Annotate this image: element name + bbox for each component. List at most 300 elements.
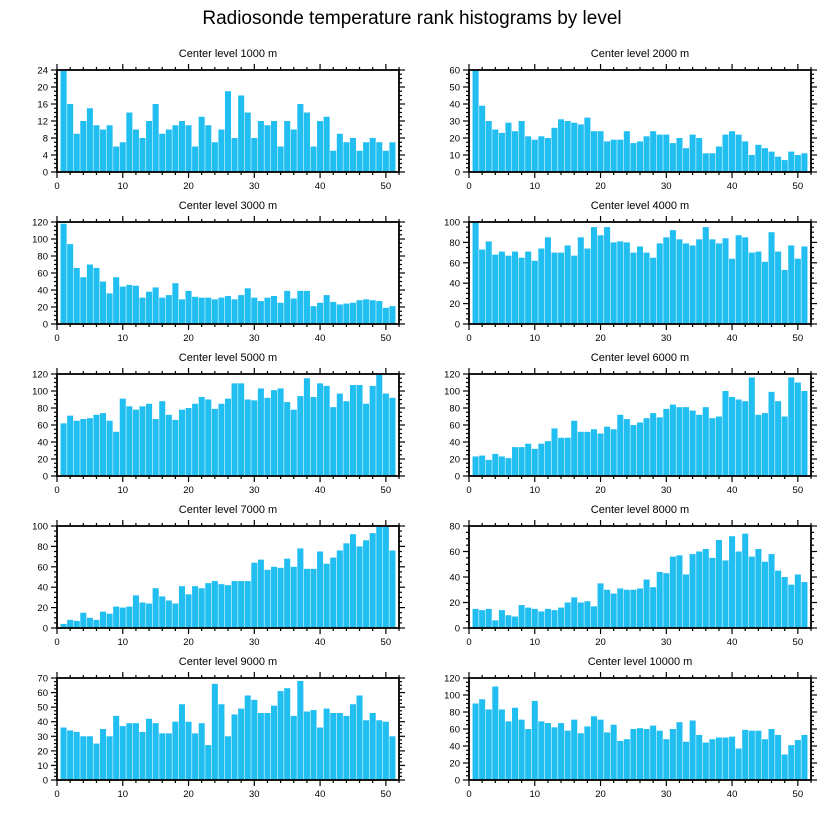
bar <box>578 603 584 629</box>
y-tick-label: 100 <box>444 386 460 398</box>
bar <box>696 239 702 324</box>
bar <box>703 153 709 172</box>
bar <box>258 388 264 476</box>
bar <box>225 585 231 628</box>
bar <box>499 252 505 324</box>
bar <box>67 730 73 780</box>
bar <box>363 540 369 628</box>
bar <box>317 552 323 629</box>
bar <box>709 739 715 780</box>
bar <box>624 131 630 172</box>
bar <box>383 527 389 628</box>
x-tick-label: 30 <box>661 485 672 496</box>
bar <box>389 736 395 780</box>
bar <box>343 401 349 476</box>
bar <box>788 745 794 780</box>
bar <box>788 585 794 628</box>
bar <box>113 277 119 324</box>
bar <box>357 695 363 780</box>
y-tick-label: 0 <box>454 319 460 331</box>
bar <box>736 749 742 780</box>
bar <box>657 135 663 172</box>
bar <box>532 609 538 628</box>
bar <box>637 728 643 780</box>
y-tick-label: 80 <box>449 707 460 719</box>
y-tick-label: 60 <box>449 724 460 736</box>
bar <box>93 415 99 476</box>
bar <box>310 569 316 628</box>
bar <box>492 255 498 324</box>
bar <box>670 557 676 628</box>
y-tick-label: 20 <box>37 603 48 615</box>
y-tick-label: 20 <box>37 454 48 466</box>
histogram-center-level-10000-m <box>412 652 824 804</box>
bar <box>630 590 636 628</box>
bar <box>795 259 801 324</box>
bar <box>749 731 755 780</box>
bar <box>218 404 224 476</box>
bar <box>532 140 538 172</box>
bar <box>199 117 205 172</box>
bar <box>166 733 172 780</box>
x-tick-label: 0 <box>466 789 472 800</box>
histogram-cell-2 <box>412 44 824 196</box>
bar <box>93 620 99 628</box>
bar <box>532 261 538 324</box>
bar <box>251 700 257 780</box>
bar <box>100 729 106 780</box>
bar <box>578 237 584 324</box>
bar <box>179 299 185 324</box>
bar <box>676 138 682 172</box>
y-tick-label: 20 <box>449 758 460 770</box>
histogram-cell-7 <box>0 500 412 652</box>
subplot-title: Center level 4000 m <box>590 200 690 212</box>
bar <box>729 397 735 476</box>
bar <box>139 138 145 172</box>
bar <box>755 415 761 476</box>
y-tick-label: 40 <box>37 582 48 594</box>
bar <box>551 610 557 628</box>
bar <box>709 418 715 476</box>
y-tick-label: 100 <box>32 521 48 533</box>
y-tick-label: 100 <box>32 386 48 398</box>
bar <box>775 735 781 780</box>
bar <box>159 733 165 780</box>
bar <box>245 400 251 477</box>
bar <box>232 714 238 780</box>
bar <box>107 125 113 172</box>
bar <box>199 588 205 628</box>
bar <box>479 456 485 476</box>
x-tick-label: 50 <box>792 181 804 192</box>
bar <box>749 253 755 324</box>
bar <box>565 438 571 476</box>
bar <box>676 722 682 780</box>
bar <box>93 125 99 172</box>
bar <box>473 222 479 324</box>
y-tick-label: 40 <box>449 741 460 753</box>
bar <box>690 554 696 628</box>
bar <box>624 590 630 628</box>
bar <box>146 719 152 780</box>
bar <box>192 147 198 173</box>
bar <box>172 722 178 780</box>
bar <box>742 730 748 780</box>
bar <box>245 113 251 173</box>
y-tick-label: 80 <box>449 237 460 249</box>
bar <box>146 121 152 172</box>
bar <box>61 423 67 476</box>
y-tick-label: 20 <box>449 299 460 311</box>
bar <box>630 143 636 172</box>
y-tick-label: 24 <box>37 65 48 77</box>
bar <box>343 142 349 172</box>
subplot-title: Center level 7000 m <box>178 504 278 516</box>
bar <box>479 699 485 780</box>
histogram-cell-3 <box>0 196 412 348</box>
bar <box>218 130 224 173</box>
bar <box>690 721 696 781</box>
bar <box>186 722 192 780</box>
x-tick-label: 50 <box>380 637 392 648</box>
bar <box>389 142 395 172</box>
bar <box>624 739 630 780</box>
y-tick-label: 0 <box>454 167 460 179</box>
bar <box>383 722 389 780</box>
bar <box>284 559 290 628</box>
bar <box>350 385 356 476</box>
bar <box>350 138 356 172</box>
bar <box>179 586 185 628</box>
bar <box>113 716 119 780</box>
bar <box>166 295 172 324</box>
bar <box>363 299 369 324</box>
bar <box>120 608 126 628</box>
bar <box>782 577 788 628</box>
x-tick-label: 20 <box>183 333 194 344</box>
bar <box>703 407 709 476</box>
bar <box>61 224 67 324</box>
bar <box>538 444 544 476</box>
bar <box>100 130 106 173</box>
y-tick-label: 20 <box>37 302 48 314</box>
bar <box>258 560 264 628</box>
x-tick-label: 40 <box>726 485 738 496</box>
bar <box>264 713 270 780</box>
bar <box>742 141 748 172</box>
bar <box>505 615 511 628</box>
bar <box>357 151 363 172</box>
bar <box>525 608 531 628</box>
y-tick-label: 16 <box>37 99 48 111</box>
y-tick-label: 120 <box>444 369 460 381</box>
x-tick-label: 30 <box>249 637 260 648</box>
bar <box>166 415 172 476</box>
bar <box>74 268 80 324</box>
bar <box>650 587 656 628</box>
bar <box>683 148 689 172</box>
x-tick-label: 40 <box>314 333 326 344</box>
histogram-center-level-7000-m <box>0 500 412 652</box>
x-tick-label: 50 <box>380 181 392 192</box>
bar <box>650 131 656 172</box>
bar <box>611 140 617 172</box>
bar <box>584 726 590 780</box>
bar <box>376 142 382 172</box>
bar <box>519 121 525 172</box>
x-tick-label: 40 <box>314 181 326 192</box>
x-tick-label: 10 <box>529 485 541 496</box>
bar <box>551 727 557 780</box>
bar <box>80 613 86 628</box>
y-tick-label: 80 <box>37 403 48 415</box>
x-tick-label: 40 <box>314 485 326 496</box>
bar <box>538 721 544 780</box>
bar <box>133 595 139 628</box>
bar <box>218 584 224 628</box>
bar <box>762 148 768 172</box>
bar <box>337 394 343 476</box>
bar <box>245 695 251 780</box>
bar <box>376 301 382 324</box>
y-tick-label: 120 <box>32 217 48 229</box>
bar <box>571 421 577 476</box>
bar <box>709 558 715 628</box>
bar <box>644 418 650 476</box>
bar <box>284 121 290 172</box>
bar <box>584 118 590 172</box>
bar <box>492 620 498 628</box>
x-tick-label: 0 <box>466 637 472 648</box>
bar <box>218 704 224 780</box>
bar <box>271 296 277 324</box>
bar <box>337 550 343 628</box>
x-tick-label: 10 <box>529 181 541 192</box>
bar <box>304 712 310 780</box>
bar <box>61 70 67 172</box>
bar <box>551 428 557 476</box>
bar <box>571 256 577 324</box>
bar <box>212 684 218 780</box>
bar <box>611 594 617 628</box>
bar <box>558 608 564 628</box>
x-tick-label: 10 <box>117 333 129 344</box>
bar <box>729 737 735 780</box>
x-tick-label: 10 <box>117 181 129 192</box>
bar <box>650 258 656 324</box>
bar <box>696 735 702 780</box>
x-tick-label: 20 <box>183 485 194 496</box>
bar <box>657 731 663 780</box>
x-tick-label: 10 <box>117 485 129 496</box>
y-tick-label: 0 <box>42 623 48 635</box>
x-tick-label: 20 <box>595 485 606 496</box>
bar <box>357 546 363 628</box>
bar <box>120 399 126 476</box>
bar <box>310 710 316 780</box>
bar <box>565 245 571 324</box>
bar <box>330 713 336 780</box>
bar <box>133 286 139 324</box>
bar <box>512 617 518 628</box>
bar <box>120 287 126 324</box>
y-tick-label: 120 <box>32 369 48 381</box>
y-tick-label: 60 <box>449 420 460 432</box>
bar <box>584 432 590 476</box>
y-tick-label: 0 <box>42 167 48 179</box>
bar <box>545 609 551 628</box>
bar <box>67 416 73 476</box>
bar <box>630 729 636 780</box>
bar <box>370 533 376 628</box>
bar <box>133 410 139 476</box>
y-tick-label: 60 <box>37 268 48 280</box>
bar <box>736 552 742 629</box>
x-tick-label: 40 <box>726 181 738 192</box>
bar <box>742 534 748 628</box>
y-tick-label: 120 <box>444 673 460 685</box>
bar <box>611 242 617 324</box>
bar <box>670 143 676 172</box>
bar <box>769 554 775 628</box>
bar <box>350 534 356 628</box>
bar <box>683 574 689 628</box>
bar <box>591 131 597 172</box>
bar <box>324 709 330 780</box>
bar <box>166 130 172 173</box>
bar <box>479 106 485 172</box>
bar <box>139 603 145 629</box>
bar <box>291 299 297 325</box>
bar <box>317 121 323 172</box>
bar <box>291 410 297 476</box>
bar <box>663 135 669 172</box>
bar <box>486 609 492 628</box>
bar <box>499 456 505 476</box>
bar <box>376 527 382 628</box>
bar <box>330 407 336 476</box>
bar <box>258 713 264 780</box>
x-tick-label: 30 <box>661 637 672 648</box>
bar <box>337 304 343 324</box>
bar <box>284 688 290 780</box>
bar <box>801 153 807 172</box>
bar <box>245 288 251 324</box>
bar <box>591 606 597 628</box>
x-tick-label: 20 <box>183 789 194 800</box>
bar <box>324 564 330 628</box>
bar <box>370 138 376 172</box>
histogram-cell-5 <box>0 348 412 500</box>
x-tick-label: 30 <box>249 333 260 344</box>
bar <box>80 736 86 780</box>
y-tick-label: 40 <box>37 285 48 297</box>
y-tick-label: 100 <box>32 234 48 246</box>
bar <box>324 386 330 476</box>
y-tick-label: 0 <box>42 775 48 787</box>
x-tick-label: 50 <box>792 637 804 648</box>
bar <box>676 239 682 324</box>
bar <box>146 292 152 324</box>
bar <box>205 745 211 780</box>
bar <box>782 755 788 781</box>
bar <box>670 405 676 476</box>
bar <box>133 130 139 173</box>
y-tick-label: 40 <box>37 437 48 449</box>
bar <box>232 581 238 628</box>
bar <box>264 298 270 324</box>
bar <box>297 548 303 628</box>
bar <box>762 262 768 324</box>
bar <box>67 244 73 324</box>
bar <box>87 618 93 628</box>
x-tick-label: 10 <box>529 789 541 800</box>
bar <box>153 723 159 780</box>
bar <box>297 104 303 172</box>
bar <box>473 704 479 781</box>
bar <box>383 308 389 324</box>
bar <box>363 404 369 476</box>
bar <box>166 600 172 628</box>
bar <box>310 397 316 476</box>
bar <box>716 147 722 173</box>
bar <box>376 720 382 780</box>
subplot-title: Center level 5000 m <box>178 352 278 364</box>
bar <box>703 743 709 780</box>
bar <box>205 125 211 172</box>
bar <box>232 383 238 476</box>
x-tick-label: 0 <box>54 637 60 648</box>
x-tick-label: 10 <box>529 637 541 648</box>
x-tick-label: 50 <box>380 789 392 800</box>
bar <box>690 135 696 172</box>
x-tick-label: 0 <box>54 789 60 800</box>
bar <box>624 419 630 476</box>
bar <box>519 720 525 780</box>
bar <box>584 249 590 324</box>
bar <box>551 128 557 172</box>
x-tick-label: 40 <box>726 333 738 344</box>
bar <box>663 573 669 628</box>
bar <box>479 250 485 324</box>
x-tick-label: 20 <box>595 789 606 800</box>
y-tick-label: 60 <box>449 258 460 270</box>
bar <box>120 142 126 172</box>
bar <box>317 383 323 476</box>
bar <box>505 123 511 172</box>
subplot-title: Center level 1000 m <box>178 48 278 60</box>
bar <box>637 246 643 324</box>
bar <box>80 419 86 476</box>
bar <box>558 253 564 324</box>
bar <box>146 404 152 476</box>
histogram-grid <box>0 44 824 824</box>
bar <box>389 550 395 628</box>
x-tick-label: 30 <box>249 485 260 496</box>
x-tick-label: 50 <box>792 485 804 496</box>
bar <box>278 691 284 780</box>
bar <box>604 227 610 324</box>
bar <box>357 385 363 476</box>
y-tick-label: 60 <box>449 65 460 77</box>
bar <box>232 299 238 324</box>
bar <box>696 552 702 629</box>
bar <box>637 588 643 628</box>
bar <box>205 583 211 628</box>
bar <box>644 253 650 324</box>
bar <box>716 417 722 477</box>
